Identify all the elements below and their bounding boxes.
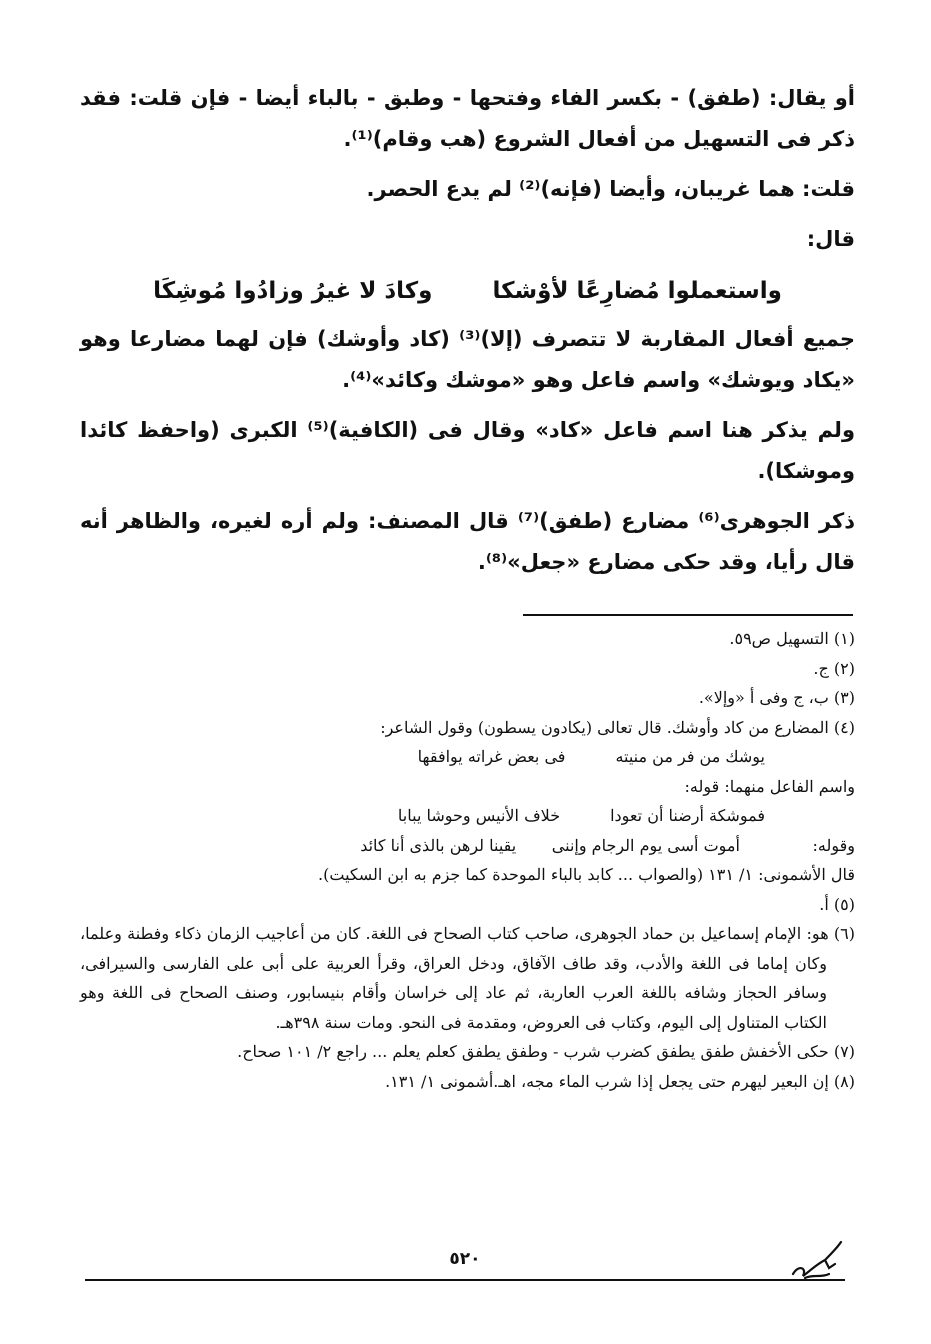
fn4-verse1-left: فى بعض غراته يوافقها [417, 747, 566, 766]
fn4-verse2-left: خلاف الأنيس وحوشا يبابا [397, 806, 561, 825]
paragraph-2: قلت: هما غريبان، وأيضا (فإنه)⁽²⁾ لم يدع الحصر. [366, 177, 855, 201]
paragraph-5: ولم يذكر هنا اسم فاعل «كاد» وقال فى (الكافية)⁽⁵⁾ الكبرى (واحفظ كائدا وموشكا). [80, 418, 855, 483]
fn4-verse1-right: يوشك من فر من منيته [615, 747, 765, 766]
footnote-4-line-3 [80, 831, 855, 861]
footnote-7: (٧) حكى الأخفش طفق يطفق كضرب شرب - وطفق يطفق كعلم يعلم ... راجع ٢/ ١٠١ صحاح. [237, 1042, 855, 1061]
footnote-1: (١) التسهيل ص٥٩. [729, 629, 855, 648]
footnotes [80, 624, 855, 1096]
footnote-4-verse-1 [80, 742, 855, 772]
paragraph-3: قال: [806, 227, 855, 251]
footnote-8: (٨) إن البعير ليهرم حتى يجعل إذا شرب الماء مجه، اهـ.أشمونى ١/ ١٣١. [385, 1071, 855, 1091]
verse-hemistich-left: وكادَ لا غيرُ وزادُوا مُوشِكَا [153, 278, 433, 304]
footnote-4-line-4: قال الأشمونى: ١/ ١٣١ (والصواب ... كابد بالباء الموحدة كما جزم به ابن السكيت). [318, 865, 855, 884]
fn4-verse3-right: أموت أسى يوم الرجام وإننى [551, 835, 740, 855]
verse-hemistich-right: واستعملوا مُضارِعًا لأوْشكا [492, 278, 782, 304]
main-text [80, 78, 855, 592]
footnote-4-line-2: واسم الفاعل منهما: قوله: [684, 776, 855, 796]
verse [80, 269, 855, 313]
paragraph-4: جميع أفعال المقاربة لا تتصرف (إلا)⁽³⁾ (كاد وأوشك) فإن لهما مضارعا وهو «يكاد ويوشك» واسم فاعل وهو «موشك وكائد»⁽⁴⁾. [80, 327, 855, 392]
paragraph-6: ذكر الجوهرى⁽⁶⁾ مضارع (طفق)⁽⁷⁾ قال المصنف: ولم أره لغيره، والظاهر أنه قال رأيا، وقد حكى مضارع «جعل»⁽⁸⁾. [80, 509, 855, 574]
footnote-separator [523, 614, 853, 616]
footnote-6: (٦) هو: الإمام إسماعيل بن حماد الجوهرى، صاحب كتاب الصحاح فى اللغة. كان من أعاجيب الزمان ذكاء وفطنة وعلما، وكان إماما فى اللغة والأدب، وقد طاف الآفاق، ودخل العراق، وقرأ العربية على أبى على الفارسى والسيرافى، وسافر الحجاز وشافه باللغة العرب العاربة، ثم عاد إلى خراسان وأقام بنيسابور، وصنف الصحاح فى اللغة وهو الكتاب المتناول إلى اليوم، وكتاب فى العروض، ومقدمة فى النحو. ومات سنة ٣٩٨هـ. [80, 924, 855, 1032]
page-number: ٥٢٠ [449, 1249, 481, 1269]
footnote-3: (٣) ب، ج وفى أ «وإلا». [698, 688, 855, 707]
footnote-4: (٤) المضارع من كاد وأوشك. قال تعالى (يكادون يسطون) وقول الشاعر: [380, 717, 855, 737]
footnote-5: (٥) أ. [819, 894, 855, 914]
bottom-rule [85, 1279, 845, 1281]
footnote-4-verse-2 [80, 801, 855, 831]
fn4-line3-label: وقوله: [812, 835, 855, 855]
fn4-verse3-left: يقينا لرهن بالذى أنا كائد [360, 835, 517, 855]
paragraph-1: أو يقال: (طفق) - بكسر الفاء وفتحها - وطبق - بالباء أيضا - فإن قلت: فقد ذكر فى التسهيل من أفعال الشروع (هب وقام)⁽¹⁾. [80, 86, 855, 151]
fn4-verse2-right: فموشكة أرضنا أن تعودا [610, 806, 765, 825]
footnote-2: (٢) ج. [813, 658, 855, 678]
